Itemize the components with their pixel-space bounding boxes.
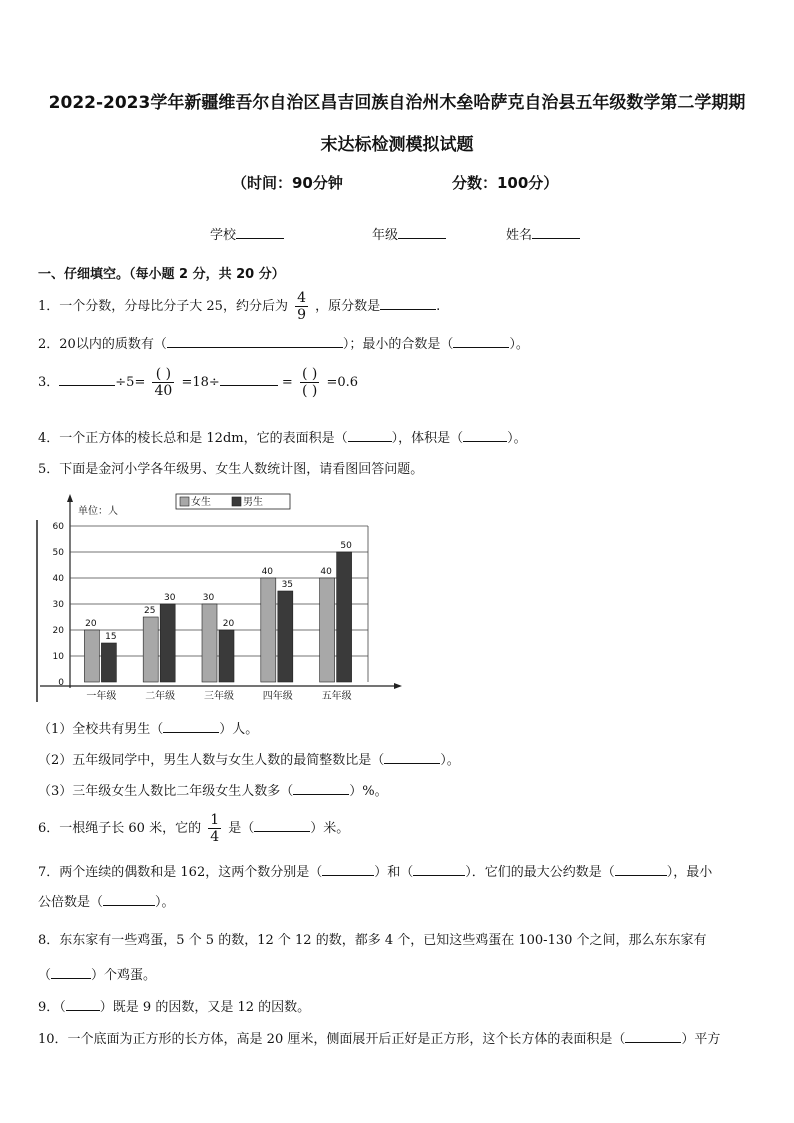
name-blank[interactable] bbox=[532, 226, 580, 239]
question-1: 1．一个分数，分母比分子大 25，约分后为 $\frac{4}{9}$ ，原分数是 . bbox=[38, 290, 441, 323]
question-8-line2: （ ）个鸡蛋。 bbox=[38, 968, 157, 983]
y-tick-label: 40 bbox=[52, 574, 64, 584]
x-axis-arrow bbox=[394, 683, 402, 689]
y-tick-label: 50 bbox=[52, 548, 64, 558]
question-5-1: （1）全校共有男生（ ）人。 bbox=[38, 722, 259, 737]
school-blank[interactable] bbox=[236, 226, 284, 239]
legend-swatch bbox=[180, 497, 189, 506]
question-8-line1: 8．东东家有一些鸡蛋，5 个 5 的数，12 个 12 的数，都多 4 个，已知这些鸡蛋在 100-130 个之间，那么东东家有 bbox=[38, 933, 707, 948]
bar bbox=[160, 604, 175, 682]
y-tick-label: 0 bbox=[58, 678, 64, 688]
name-label: 姓名 bbox=[506, 228, 533, 243]
q8-blank[interactable] bbox=[51, 966, 91, 979]
page-title-line2: 末达标检测模拟试题 bbox=[320, 135, 474, 155]
question-6: 6．一根绳子长 60 米，它的 $\frac{1}{4}$ 是（ ）米。 bbox=[38, 812, 350, 845]
bar-value-label: 50 bbox=[340, 541, 352, 551]
x-tick-label: 三年级 bbox=[204, 691, 234, 702]
q7-blank-4[interactable] bbox=[103, 893, 155, 906]
q4-text: 4．一个正方体的棱长总和是 12dm，它的表面积是（ bbox=[38, 431, 348, 446]
legend-label: 女生 bbox=[191, 497, 211, 508]
time-label: （时间：90分钟 bbox=[232, 174, 343, 192]
bar bbox=[261, 578, 276, 682]
bar bbox=[143, 617, 158, 682]
bar-value-label: 30 bbox=[163, 593, 176, 603]
bar bbox=[219, 630, 234, 682]
q5-2-blank[interactable] bbox=[384, 751, 440, 764]
question-5-3: （3）三年级女生人数比二年级女生人数多（ ）%。 bbox=[38, 784, 388, 799]
q2-text: 2．20以内的质数有（ bbox=[38, 337, 167, 352]
bar bbox=[278, 591, 293, 682]
question-4: 4．一个正方体的棱长总和是 12dm，它的表面积是（ ），体积是（ ）。 bbox=[38, 431, 527, 446]
q7-blank-3[interactable] bbox=[615, 863, 667, 876]
school-field bbox=[210, 224, 284, 243]
unit-label: 单位：人 bbox=[78, 506, 118, 517]
bar-value-label: 20 bbox=[85, 619, 97, 629]
bar bbox=[84, 630, 99, 682]
question-2: 2．20以内的质数有（ ）；最小的合数是（ ）。 bbox=[38, 337, 529, 352]
y-axis-arrow bbox=[67, 494, 73, 502]
q1-suffix: ，原分数是 bbox=[315, 299, 381, 314]
bar bbox=[337, 552, 352, 682]
x-tick-label: 二年级 bbox=[145, 691, 176, 702]
question-10: 10．一个底面为正方形的长方体，高是 20 厘米，侧面展开后正好是正方形，这个长方体的表面积是（ ）平方 bbox=[38, 1032, 721, 1047]
section-heading: 一、仔细填空。（每小题 2 分，共 20 分） bbox=[38, 267, 285, 282]
x-tick-label: 五年级 bbox=[321, 691, 352, 702]
bar-value-label: 20 bbox=[222, 619, 235, 629]
school-label: 学校 bbox=[210, 228, 237, 243]
x-tick-label: 一年级 bbox=[86, 691, 117, 702]
q3-fraction-2: $\frac{( )}{( )}$ bbox=[301, 366, 318, 399]
q1-text: 1．一个分数，分母比分子大 25，约分后为 bbox=[38, 299, 288, 314]
bar bbox=[202, 604, 217, 682]
bar-value-label: 25 bbox=[143, 606, 156, 616]
q9-blank[interactable] bbox=[66, 998, 100, 1011]
grade-blank[interactable] bbox=[398, 226, 446, 239]
q2-middle: ）；最小的合数是（ bbox=[342, 337, 454, 352]
bar-value-label: 35 bbox=[281, 580, 294, 590]
q4-blank-2[interactable] bbox=[463, 429, 507, 442]
y-tick-label: 30 bbox=[52, 600, 64, 610]
q7-blank-2[interactable] bbox=[413, 863, 465, 876]
legend-swatch bbox=[232, 497, 241, 506]
y-tick-label: 60 bbox=[52, 522, 64, 532]
q1-fraction: $\frac{4}{9}$ bbox=[297, 290, 307, 323]
x-tick-label: 四年级 bbox=[262, 691, 293, 702]
name-field bbox=[506, 224, 580, 243]
bar bbox=[101, 643, 116, 682]
q3-blank-1[interactable] bbox=[59, 373, 115, 386]
question-3: 3． ÷5= $\frac{( )}{40}$ =18÷ = $\frac{( )}{( )}$ =0.6 bbox=[38, 366, 359, 399]
question-7-line1: 7．两个连续的偶数和是 162，这两个数分别是（ ）和（ ）．它们的最大公约数是（ ），最小 bbox=[38, 865, 713, 880]
q6-blank[interactable] bbox=[254, 819, 310, 832]
question-7-line2: 公倍数是（ ）。 bbox=[38, 895, 175, 910]
y-tick-label: 10 bbox=[52, 652, 64, 662]
bar-chart bbox=[30, 490, 410, 708]
bar bbox=[320, 578, 335, 682]
q4-blank-1[interactable] bbox=[348, 429, 392, 442]
legend-label: 男生 bbox=[243, 497, 263, 508]
q5-3-blank[interactable] bbox=[293, 782, 349, 795]
y-tick-label: 20 bbox=[52, 626, 64, 636]
bar-value-label: 15 bbox=[105, 632, 117, 642]
question-5-2: （2）五年级同学中，男生人数与女生人数的最简整数比是（ ）。 bbox=[38, 753, 460, 768]
question-9: 9．（ ）既是 9 的因数，又是 12 的因数。 bbox=[38, 1000, 311, 1015]
q5-1-blank[interactable] bbox=[163, 720, 219, 733]
q2-blank-2[interactable] bbox=[453, 335, 509, 348]
bar-value-label: 40 bbox=[261, 567, 274, 577]
q3-blank-2[interactable] bbox=[220, 373, 278, 386]
q7-blank-1[interactable] bbox=[322, 863, 374, 876]
bar-value-label: 40 bbox=[320, 567, 332, 577]
grade-label: 年级 bbox=[372, 228, 399, 243]
grade-field bbox=[372, 224, 446, 243]
bar-value-label: 30 bbox=[202, 593, 215, 603]
q2-blank-1[interactable] bbox=[167, 335, 343, 348]
score-label: 分数：100分） bbox=[452, 174, 559, 192]
q3-fraction-1: $\frac{( )}{40}$ bbox=[154, 366, 173, 399]
question-5: 5．下面是金河小学各年级男、女生人数统计图，请看图回答问题。 bbox=[38, 462, 424, 477]
q10-blank[interactable] bbox=[625, 1030, 681, 1043]
q1-blank[interactable] bbox=[380, 297, 436, 310]
page-title-line1: 2022-2023学年新疆维吾尔自治区昌吉回族自治州木垒哈萨克自治县五年级数学第二学期期 bbox=[48, 93, 746, 113]
q6-fraction: $\frac{1}{4}$ bbox=[210, 812, 220, 845]
